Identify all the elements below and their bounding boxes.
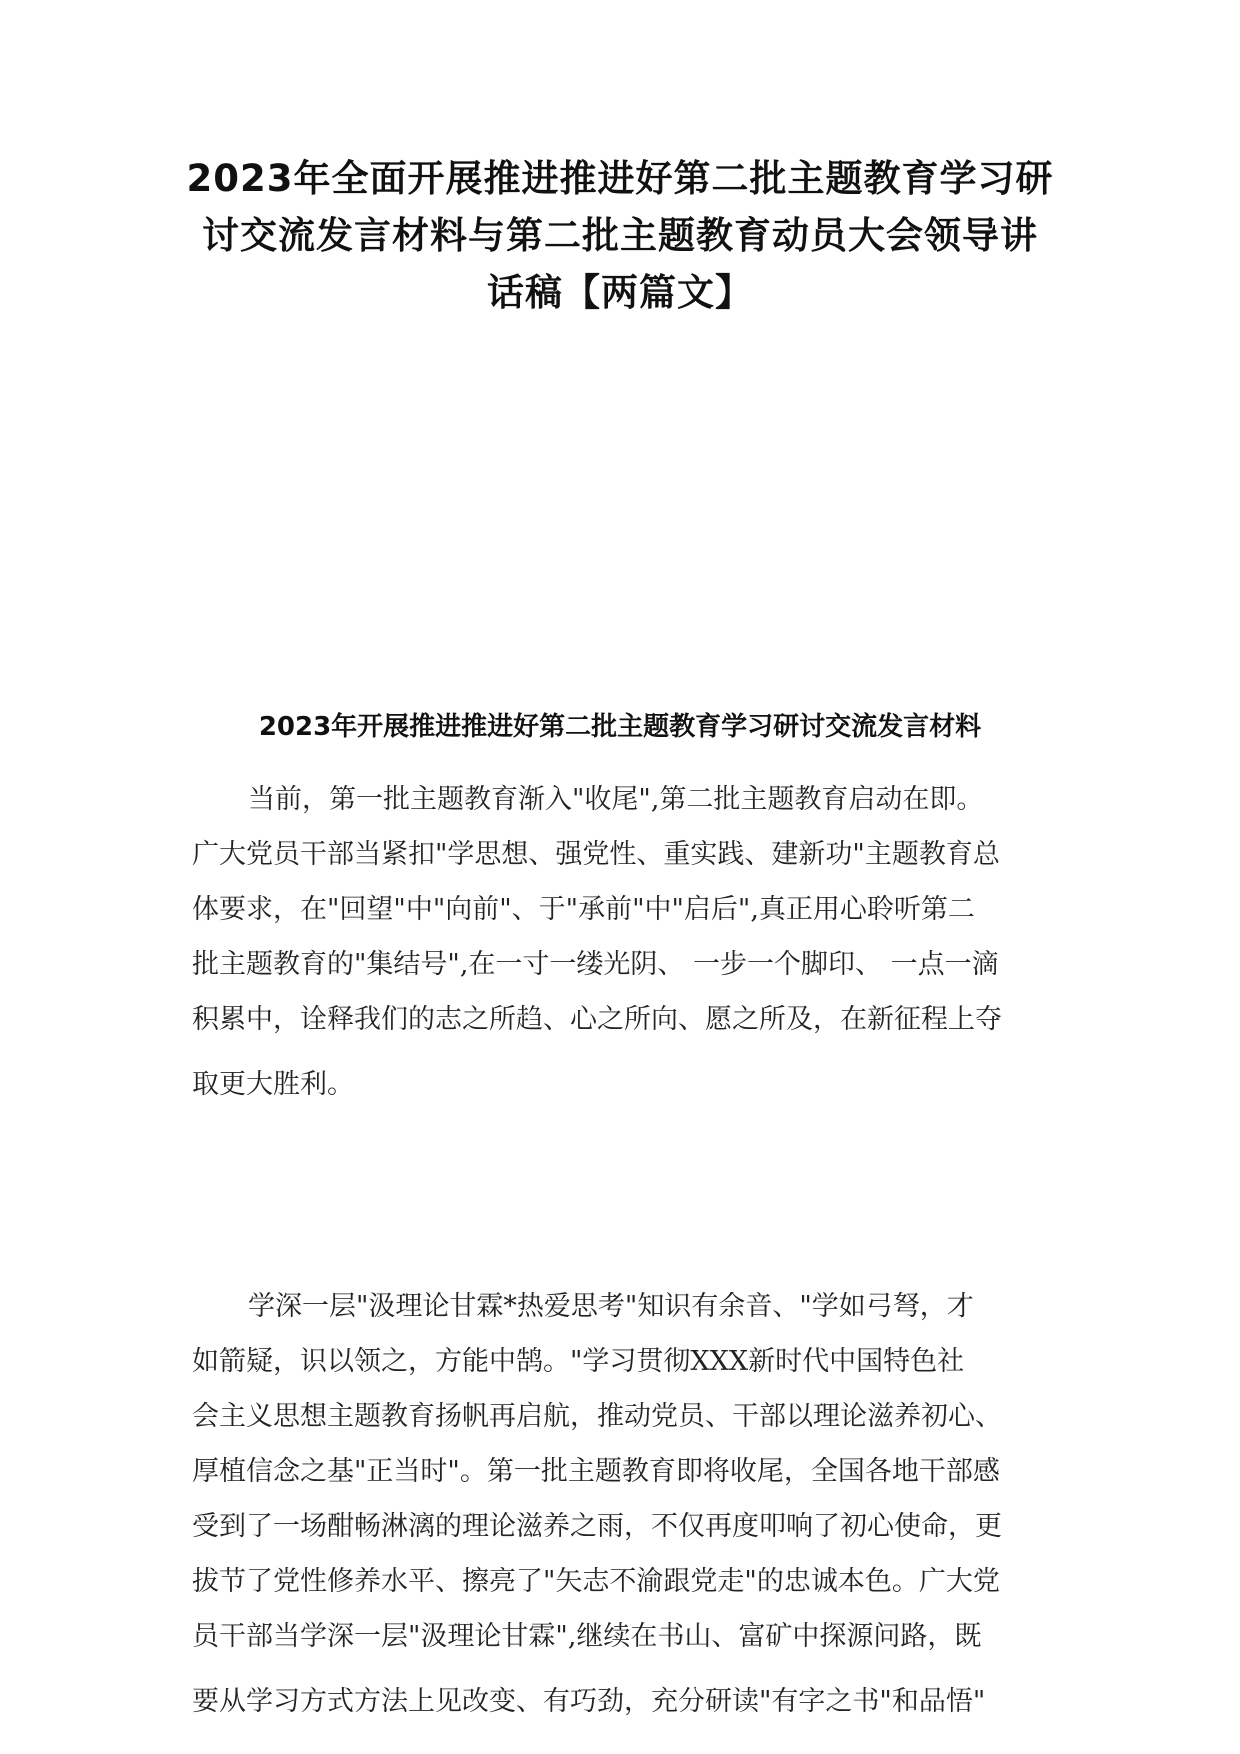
body-paragraph bbox=[192, 1279, 1072, 1729]
paragraph-line: 受到了一场酣畅淋漓的理论滋养之雨，不仅再度叩响了初心使命，更 bbox=[192, 1511, 1002, 1542]
paragraph-line: 批主题教育的"集结号",在一寸一缕光阴、 一步一个脚印、 一点一滴 bbox=[192, 949, 999, 980]
paragraph-line: 厚植信念之基"正当时"。第一批主题教育即将收尾，全国各地干部感 bbox=[192, 1456, 1000, 1487]
paragraph-line: 要从学习方式方法上见改变、有巧劲，充分研读"有字之书"和品悟" bbox=[192, 1686, 986, 1717]
title-line: 话稿【两篇文】 bbox=[487, 271, 753, 314]
paragraph-line: 取更大胜利。 bbox=[192, 1069, 354, 1100]
paragraph-line: 学深一层"汲理论甘霖*热爱思考"知识有余音、"学如弓弩，才 bbox=[248, 1291, 974, 1322]
paragraph-line: 拔节了党性修养水平、擦亮了"矢志不渝跟党走"的忠诚本色。广大党 bbox=[192, 1566, 1000, 1597]
body-paragraph bbox=[192, 772, 1072, 1112]
paragraph-line: 广大党员干部当紧扣"学思想、强党性、重实践、建新功"主题教育总 bbox=[192, 839, 1000, 870]
paragraph-line: 员干部当学深一层"汲理论甘霖",继续在书山、富矿中探源问路，既 bbox=[192, 1621, 982, 1652]
paragraph-line: 体要求，在"回望"中"向前"、于"承前"中"启后",真正用心聆听第二 bbox=[192, 894, 975, 925]
title-line: 讨交流发言材料与第二批主题教育动员大会领导讲 bbox=[202, 214, 1038, 257]
paragraph-line: 当前，第一批主题教育渐入"收尾",第二批主题教育启动在即。 bbox=[248, 784, 984, 815]
paragraph-line: 会主义思想主题教育扬帆再启航，推动党员、干部以理论滋养初心、 bbox=[192, 1401, 1002, 1432]
document-title bbox=[150, 150, 1090, 321]
paragraph-line: 如箭疑，识以领之，方能中鹄。"学习贯彻XXX新时代中国特色社 bbox=[192, 1346, 965, 1377]
section-heading: 2023年开展推进推进好第二批主题教育学习研讨交流发言材料 bbox=[258, 712, 982, 742]
paragraph-line: 积累中，诠释我们的志之所趋、心之所向、愿之所及，在新征程上夺 bbox=[192, 1004, 1002, 1035]
title-line: 2023年全面开展推进推进好第二批主题教育学习研 bbox=[186, 157, 1054, 200]
